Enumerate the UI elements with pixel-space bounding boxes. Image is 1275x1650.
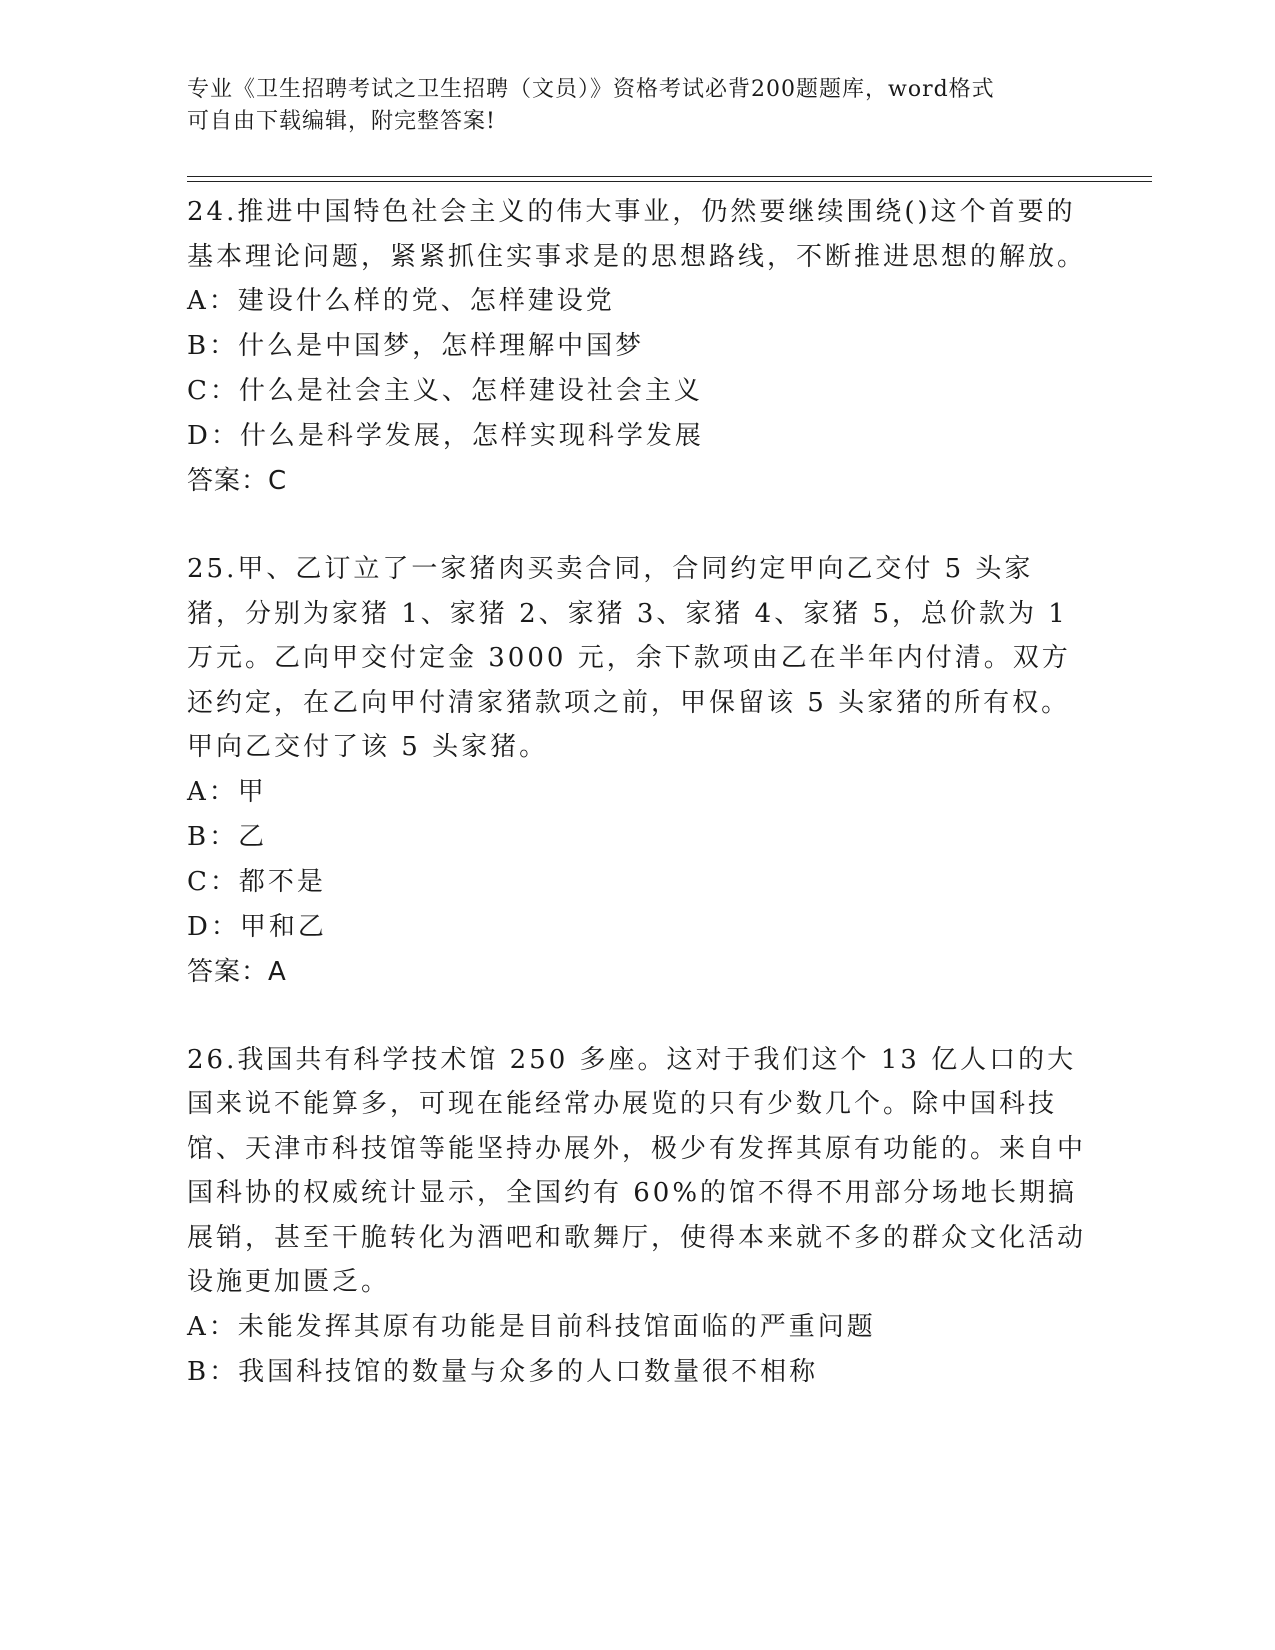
question-spacer [187, 504, 1087, 547]
option-d: D：什么是科学发展，怎样实现科学发展 [187, 421, 704, 451]
question-stem: 25.甲、乙订立了一家猪肉买卖合同，合同约定甲向乙交付 5 头家猪，分别为家猪 1、家猪 2、家猪 3、家猪 4、家猪 5，总价款为 1 万元。乙向甲交付定金 3000 元，余下款项由乙在半年内付清。双方还约定，在乙向甲付清家猪款项之前，甲保留该 5 头家猪的所有权。甲向乙交付了该 5 头家猪。 [187, 554, 1071, 762]
question-26 [187, 1038, 1087, 1395]
question-stem: 24.推进中国特色社会主义的伟大事业，仍然要继续围绕()这个首要的基本理论问题，紧紧抓住实事求是的思想路线，不断推进思想的解放。 [187, 197, 1087, 272]
option-a: A：未能发挥其原有功能是目前科技馆面临的严重问题 [187, 1311, 876, 1342]
option-d: D：甲和乙 [187, 911, 327, 942]
option-b: B：乙 [187, 821, 268, 852]
answer-label: 答案：A [187, 956, 287, 987]
option-c: C：什么是社会主义、怎样建设社会主义 [187, 376, 703, 406]
option-a: A：甲 [187, 776, 267, 807]
question-spacer [187, 995, 1087, 1038]
option-b: B：什么是中国梦，怎样理解中国梦 [187, 331, 645, 361]
answer-label: 答案：C [187, 466, 288, 496]
option-b: B：我国科技馆的数量与众多的人口数量很不相称 [187, 1356, 819, 1387]
question-stem: 26.我国共有科学技术馆 250 多座。这对于我们这个 13 亿人口的大国来说不能算多，可现在能经常办展览的只有少数几个。除中国科技馆、天津市科技馆等能坚持办展外，极少有发挥其原有功能的。来自中国科协的权威统计显示，全国约有 60%的馆不得不用部分场地长期搞展销，甚至干脆转化为酒吧和歌舞厅，使得本来就不多的群众文化活动设施更加匮乏。 [187, 1044, 1087, 1297]
document-header: 专业《卫生招聘考试之卫生招聘（文员）》资格考试必背200题题库，word格式 可自由下载编辑，附完整答案! [187, 77, 995, 134]
option-a: A：建设什么样的党、怎样建设党 [187, 286, 615, 316]
header-divider-bottom [187, 181, 1152, 182]
option-c: C：都不是 [187, 866, 326, 897]
question-25 [187, 547, 1087, 995]
header-divider-top [187, 176, 1152, 177]
question-24 [187, 190, 1087, 504]
question-list [187, 190, 1087, 1395]
